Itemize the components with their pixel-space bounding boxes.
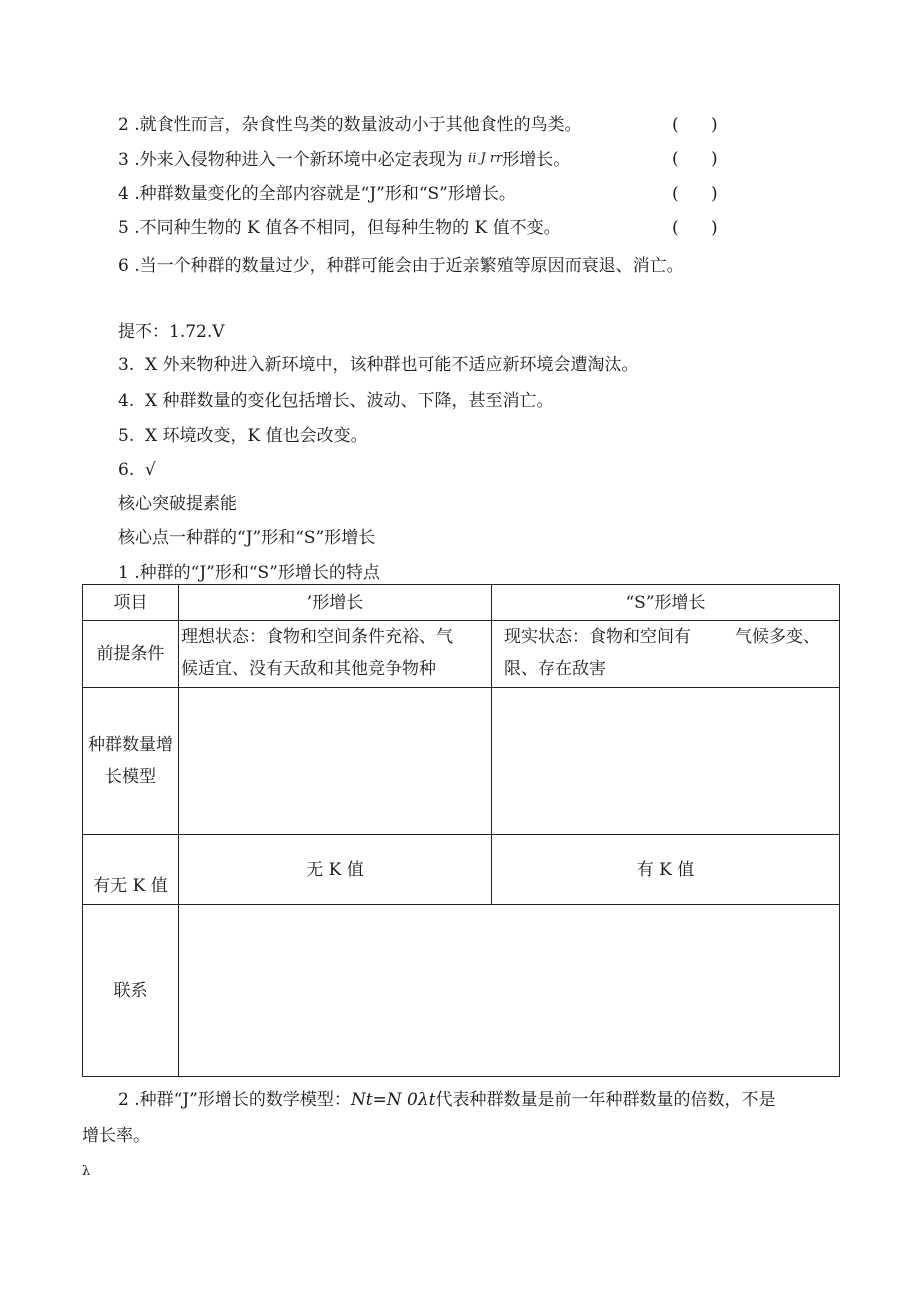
stray-lambda: λ: [82, 1164, 91, 1179]
para2-line1: 2 .种群“J”形增长的数学模型：Nt=N 0λt代表种群数量是前一年种群数量的倍数，不是: [118, 1090, 776, 1110]
premise-label: 前提条件: [83, 621, 179, 688]
question-3: 3 .外来入侵物种进入一个新环境中必定表现为 ii J rr形增长。: [118, 150, 571, 170]
header-j-growth: ’形增长: [179, 585, 492, 621]
model-s-empty: [492, 688, 840, 835]
k-j-value: 无 K 值: [179, 835, 492, 905]
k-label: 有无 K 值: [83, 835, 179, 905]
table-header-row: [83, 585, 840, 621]
model-j-empty: [179, 688, 492, 835]
sub-title: 1 .种群的“J”形和“S”形增长的特点: [118, 563, 380, 583]
question-4: 4 .种群数量变化的全部内容就是“J”形和“S”形增长。: [118, 184, 516, 204]
para2-line2: 增长率。: [82, 1126, 150, 1146]
premise-j: 理想状态：食物和空间条件充裕、气 候适宜、没有天敌和其他竞争物种: [179, 621, 492, 688]
k-s-value: 有 K 值: [492, 835, 840, 905]
answer-paren-4: ( ): [672, 184, 718, 204]
hint-item-5: 5. X 环境改变，K 值也会改变。: [118, 426, 368, 446]
header-s-growth: “S”形增长: [492, 585, 840, 621]
formula: Nt=N 0λt: [350, 1090, 436, 1110]
hint-item-6: 6. √: [118, 460, 156, 480]
table-row-premise: [83, 621, 840, 688]
link-label: 联系: [83, 905, 179, 1077]
link-content-empty: [179, 905, 840, 1077]
answer-paren-2: ( ): [672, 115, 718, 135]
question-6: 6 .当一个种群的数量过少，种群可能会由于近亲繁殖等原因而衰退、消亡。: [118, 256, 684, 276]
table-row-link: [83, 905, 840, 1077]
growth-comparison-table: [82, 584, 840, 1077]
premise-s: 现实状态：食物和空间有 气候多变、 限、存在敌害: [492, 621, 840, 688]
hint-item-4: 4. X 种群数量的变化包括增长、波动、下降，甚至消亡。: [118, 391, 554, 411]
question-2: 2 .就食性而言，杂食性鸟类的数量波动小于其他食性的鸟类。: [118, 115, 582, 135]
table-row-model: [83, 688, 840, 835]
header-item: 项目: [83, 585, 179, 621]
answer-paren-5: ( ): [672, 218, 718, 238]
section-title: 核心突破提素能: [118, 494, 237, 514]
table-row-k: [83, 835, 840, 905]
answer-paren-3: ( ): [672, 149, 718, 169]
hint-title: 提不：1.72.V: [118, 322, 225, 342]
model-label: 种群数量增 长模型: [83, 688, 179, 835]
hint-item-3: 3. X 外来物种进入新环境中，该种群也可能不适应新环境会遭淘汰。: [118, 355, 639, 375]
question-5: 5 .不同种生物的 K 值各不相同，但每种生物的 K 值不变。: [118, 218, 561, 238]
core-point-heading: 核心点一种群的“J”形和“S”形增长: [118, 528, 376, 548]
